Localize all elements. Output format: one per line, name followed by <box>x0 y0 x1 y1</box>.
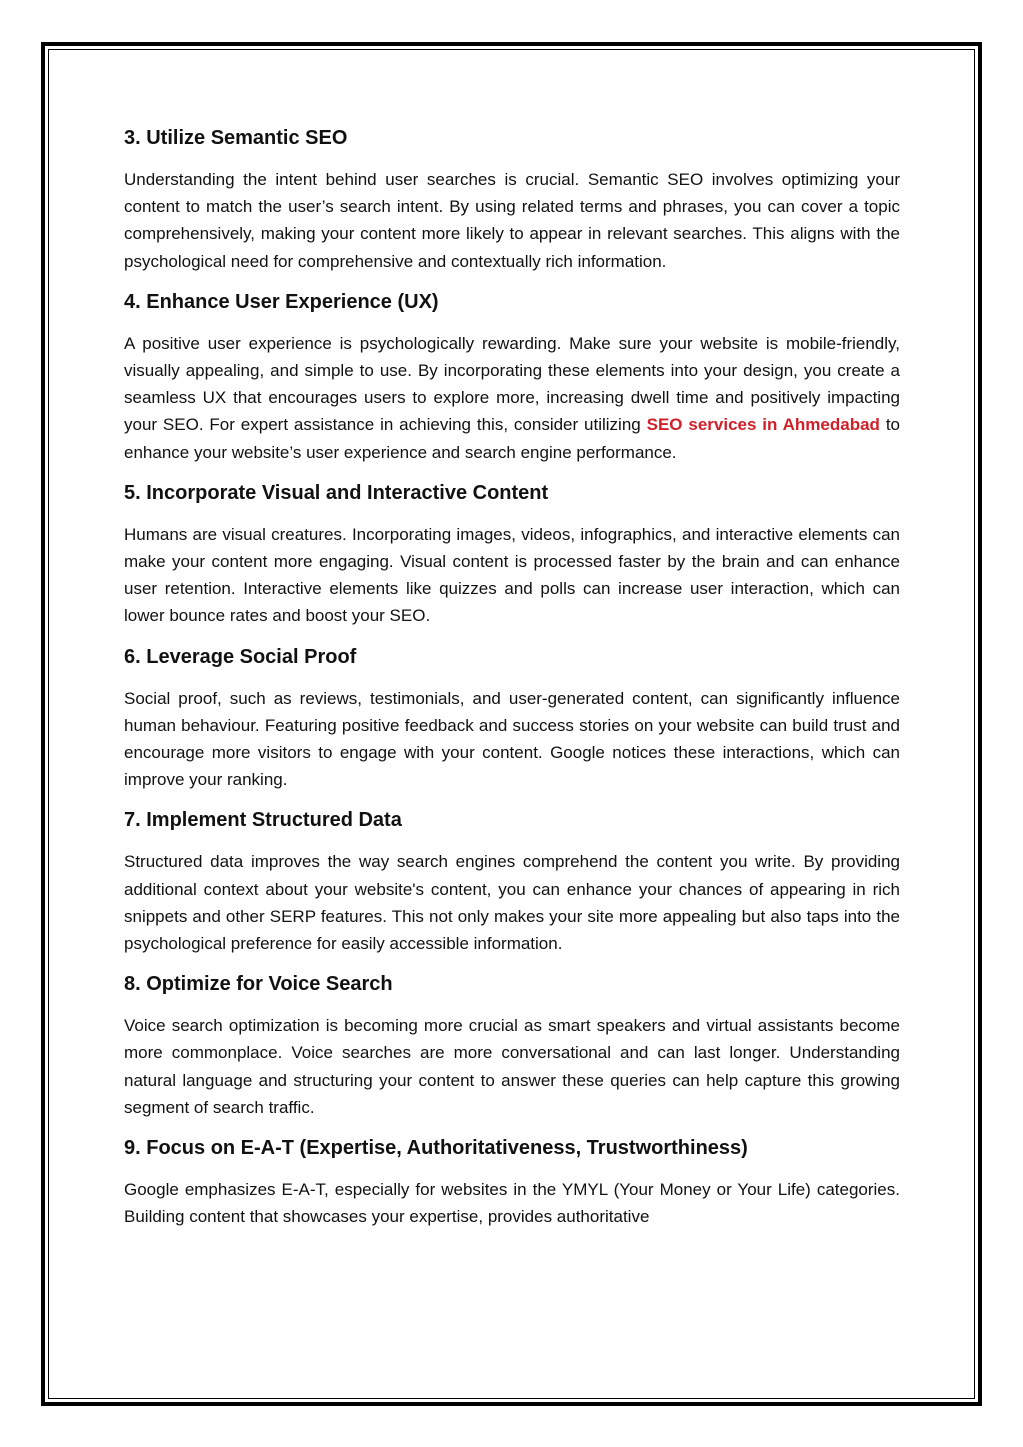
section-heading: 4. Enhance User Experience (UX) <box>124 290 439 313</box>
section-heading: 7. Implement Structured Data <box>124 809 402 832</box>
section-heading: 8. Optimize for Voice Search <box>124 973 393 996</box>
section-paragraph: Voice search optimization is becoming more crucial as smart speakers and virtual assistants become more commonplace. Voice searches are more conversational and can last longer. Understanding natural language and structuring your content to answer these queries can help capture this growing segment of search traffic. <box>124 1016 900 1117</box>
section-user-experience <box>124 288 900 466</box>
section-structured-data <box>124 806 900 957</box>
section-paragraph: Structured data improves the way search engines comprehend the content you write. By providing additional context about your website's content, you can enhance your chances of appearing in rich snippets and other SERP features. This not only makes your site more appealing but also taps into the psychological preference for easily accessible information. <box>124 852 900 954</box>
section-semantic-seo <box>124 124 900 275</box>
section-paragraph <box>124 330 900 466</box>
seo-services-ahmedabad-link[interactable]: SEO services in Ahmedabad <box>646 415 880 435</box>
section-social-proof <box>124 643 900 794</box>
paragraph-text-after-link: to enhance your website’s user experience and search engine performance. <box>124 415 900 462</box>
section-eat <box>124 1134 900 1230</box>
section-paragraph: Social proof, such as reviews, testimonials, and user-generated content, can significantly influence human behaviour. Featuring positive feedback and success stories on your website can build trust and encourage more visitors to engage with your content. Google notices these interactions, which can improve your ranking. <box>124 688 900 790</box>
section-paragraph: Humans are visual creatures. Incorporating images, videos, infographics, and interactive elements can make your content more engaging. Visual content is processed faster by the brain and can enhance user retention. Interactive elements like quizzes and polls can increase user interaction, which can lower bounce rates and boost your SEO. <box>124 524 900 626</box>
document-body <box>124 124 900 1243</box>
section-visual-interactive-content <box>124 479 900 630</box>
paragraph-text-before-link: A positive user experience is psychologically rewarding. Make sure your website is mobile-friendly, visually appealing, and simple to use. By incorporating these elements into your design, you create a seamless UX that encourages users to explore more, increasing dwell time and positively impacting your SEO. For expert assistance in achieving this, consider utilizing <box>124 333 900 435</box>
section-voice-search <box>124 970 900 1121</box>
section-paragraph: Understanding the intent behind user searches is crucial. Semantic SEO involves optimizing your content to match the user’s search intent. By using related terms and phrases, you can cover a topic comprehensively, making your content more likely to appear in relevant searches. This aligns with the psychological need for comprehensive and contextually rich information. <box>124 170 900 271</box>
section-heading: 6. Leverage Social Proof <box>124 645 357 668</box>
section-heading: 9. Focus on E-A-T (Expertise, Authoritativeness, Trustworthiness) <box>124 1137 748 1160</box>
section-heading: 5. Incorporate Visual and Interactive Content <box>124 481 549 504</box>
section-heading: 3. Utilize Semantic SEO <box>124 127 348 149</box>
section-paragraph: Google emphasizes E-A-T, especially for websites in the YMYL (Your Money or Your Life) categories. Building content that showcases your expertise, provides authoritative <box>124 1180 900 1227</box>
